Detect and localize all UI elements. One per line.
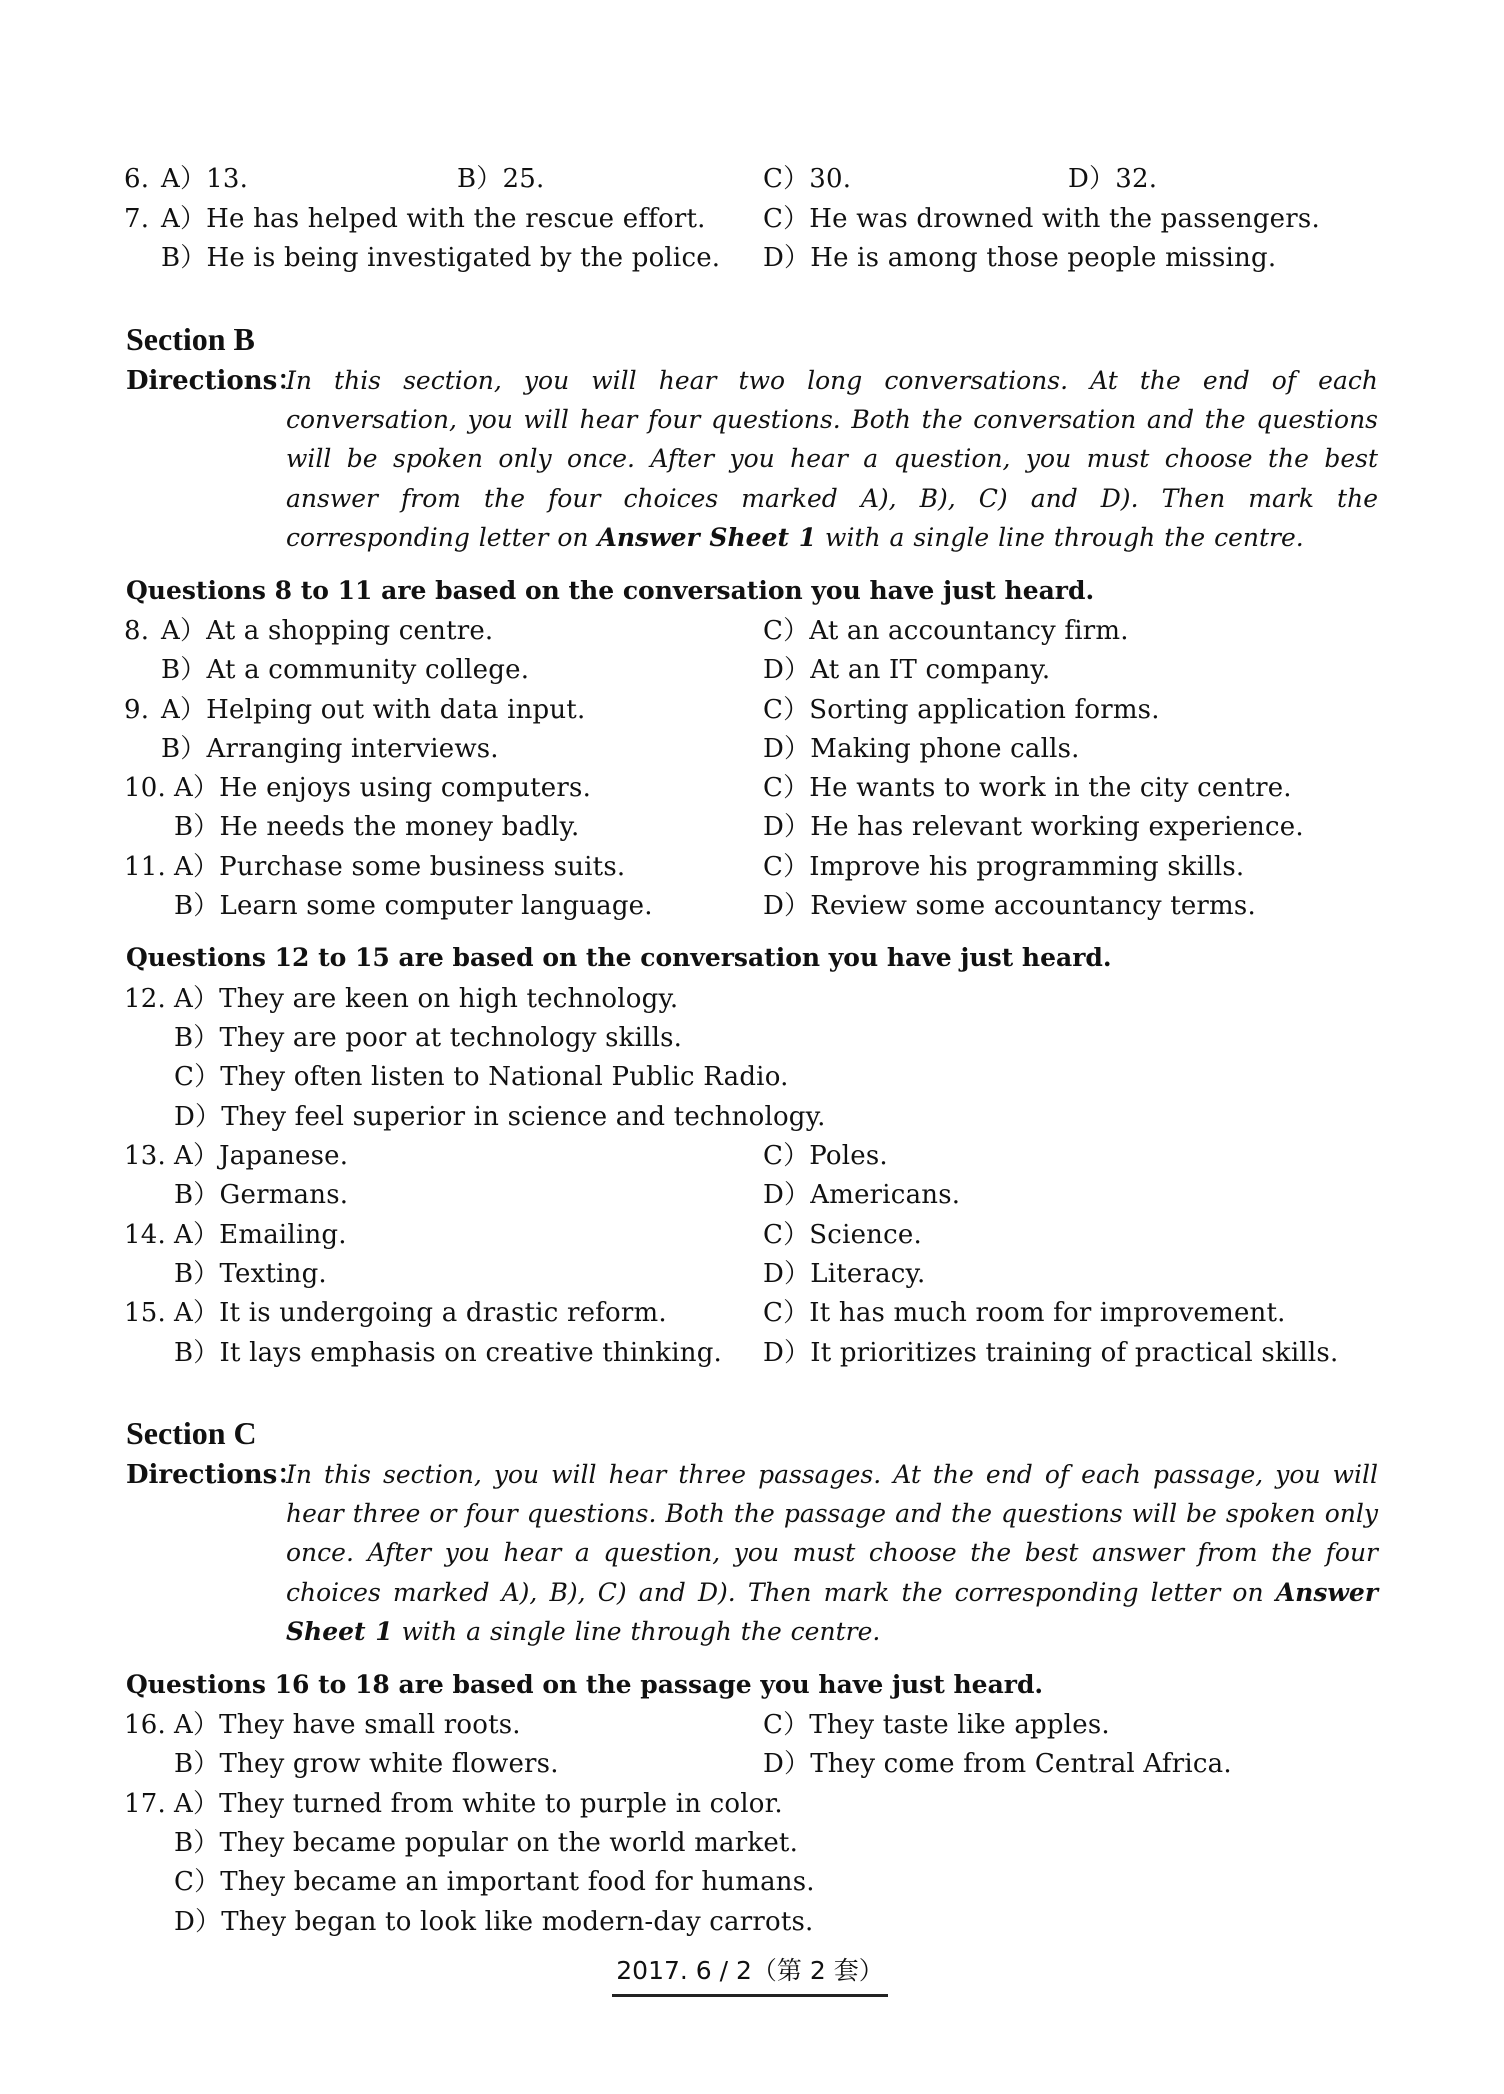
q6-option-a: A）13. — [161, 164, 249, 194]
questions-8-11-heading: Questions 8 to 11 are based on the conversation you have just heard. — [126, 576, 1095, 605]
q17-option-c: C）They became an important food for humans. — [174, 1867, 815, 1897]
q11-option-b: B）Learn some computer language. — [174, 891, 653, 921]
q9-option-d: D）Making phone calls. — [763, 734, 1080, 764]
q17-option-b: B）They became popular on the world market. — [174, 1828, 799, 1858]
q10-option-a: A）He enjoys using computers. — [174, 773, 592, 803]
q14-option-c: C）Science. — [763, 1220, 922, 1250]
section-b-directions-text: In this section, you will hear two long conversations. At the end of each conversation, you will hear four questions. Both the conversation and the questions will be spoken only once. After you hear a question, you must choose the best answer from the four choices marked A), B), C) and D). Then mark the corresponding letter on — [286, 366, 1378, 552]
q10-option-d: D）He has relevant working experience. — [763, 812, 1304, 842]
q7-option-c: C）He was drowned with the passengers. — [763, 204, 1320, 234]
section-c-directions-label: Directions： — [126, 1460, 304, 1490]
section-b-directions-end: with a single line through the centre. — [816, 522, 1304, 552]
page-footer: 2017. 6 / 2（第 2 套） — [612, 1958, 888, 1997]
q12-option-b: B）They are poor at technology skills. — [174, 1023, 683, 1053]
q9-number: 9. — [124, 695, 150, 725]
q6-option-c: C）30. — [763, 164, 852, 194]
q17-option-d: D）They began to look like modern-day carrots. — [174, 1907, 814, 1937]
q13-option-a: A）Japanese. — [174, 1141, 349, 1171]
q17-option-a: A）They turned from white to purple in color. — [174, 1789, 783, 1819]
q7-option-d: D）He is among those people missing. — [763, 243, 1277, 273]
q7-option-b: B）He is being investigated by the police. — [161, 243, 721, 273]
q12-option-c: C）They often listen to National Public Radio. — [174, 1062, 789, 1092]
questions-16-18-heading: Questions 16 to 18 are based on the passage you have just heard. — [126, 1670, 1044, 1699]
section-b-directions-label: Directions： — [126, 366, 304, 396]
q8-option-b: B）At a community college. — [161, 655, 530, 685]
q13-option-d: D）Americans. — [763, 1180, 961, 1210]
q15-option-a: A）It is undergoing a drastic reform. — [174, 1298, 667, 1328]
questions-12-15-heading: Questions 12 to 15 are based on the conversation you have just heard. — [126, 943, 1112, 972]
q8-option-a: A）At a shopping centre. — [161, 616, 494, 646]
q11-option-c: C）Improve his programming skills. — [763, 852, 1245, 882]
section-c-title: Section C — [126, 1415, 257, 1451]
q12-number: 12. — [124, 984, 166, 1014]
q13-option-b: B）Germans. — [174, 1180, 349, 1210]
q11-number: 11. — [124, 852, 166, 882]
section-b-directions — [286, 361, 1378, 557]
q14-option-b: B）Texting. — [174, 1259, 327, 1289]
section-c-directions-text: In this section, you will hear three passages. At the end of each passage, you will hear three or four questions. Both the passage and the questions will be spoken only once. After you hear a question, you must choose the best answer from the four choices marked A), B), C) and D). Then mark the corresponding letter on — [286, 1460, 1378, 1607]
q16-number: 16. — [124, 1710, 166, 1740]
q11-option-d: D）Review some accountancy terms. — [763, 891, 1256, 921]
q10-option-b: B）He needs the money badly. — [174, 812, 580, 842]
q12-option-d: D）They feel superior in science and technology. — [174, 1102, 826, 1132]
q16-option-a: A）They have small roots. — [174, 1710, 521, 1740]
q8-option-c: C）At an accountancy firm. — [763, 616, 1129, 646]
q9-option-c: C）Sorting application forms. — [763, 695, 1160, 725]
q9-option-a: A）Helping out with data input. — [161, 695, 586, 725]
q6-number: 6. — [124, 164, 150, 194]
q15-option-b: B）It lays emphasis on creative thinking. — [174, 1338, 723, 1368]
section-c-answer-sheet: Answer Sheet 1 — [286, 1577, 1378, 1646]
q16-option-b: B）They grow white flowers. — [174, 1749, 559, 1779]
q6-option-b: B）25. — [457, 164, 545, 194]
section-b-answer-sheet: Answer Sheet 1 — [597, 522, 817, 552]
section-c-directions-end: with a single line through the centre. — [392, 1616, 881, 1646]
q17-number: 17. — [124, 1789, 166, 1819]
q15-option-d: D）It prioritizes training of practical skills. — [763, 1338, 1339, 1368]
q7-option-a: A）He has helped with the rescue effort. — [161, 204, 706, 234]
q14-number: 14. — [124, 1220, 166, 1250]
q14-option-d: D）Literacy. — [763, 1259, 926, 1289]
q8-option-d: D）At an IT company. — [763, 655, 1051, 685]
section-b-title: Section B — [126, 321, 255, 357]
q12-option-a: A）They are keen on high technology. — [174, 984, 679, 1014]
q13-number: 13. — [124, 1141, 166, 1171]
q13-option-c: C）Poles. — [763, 1141, 888, 1171]
q15-option-c: C）It has much room for improvement. — [763, 1298, 1286, 1328]
q11-option-a: A）Purchase some business suits. — [174, 852, 626, 882]
q10-option-c: C）He wants to work in the city centre. — [763, 773, 1292, 803]
q16-option-d: D）They come from Central Africa. — [763, 1749, 1232, 1779]
q16-option-c: C）They taste like apples. — [763, 1710, 1110, 1740]
section-c-directions — [286, 1455, 1378, 1651]
q14-option-a: A）Emailing. — [174, 1220, 347, 1250]
q7-number: 7. — [124, 204, 150, 234]
q6-option-d: D）32. — [1068, 164, 1158, 194]
q15-number: 15. — [124, 1298, 166, 1328]
q9-option-b: B）Arranging interviews. — [161, 734, 499, 764]
q8-number: 8. — [124, 616, 150, 646]
q10-number: 10. — [124, 773, 166, 803]
